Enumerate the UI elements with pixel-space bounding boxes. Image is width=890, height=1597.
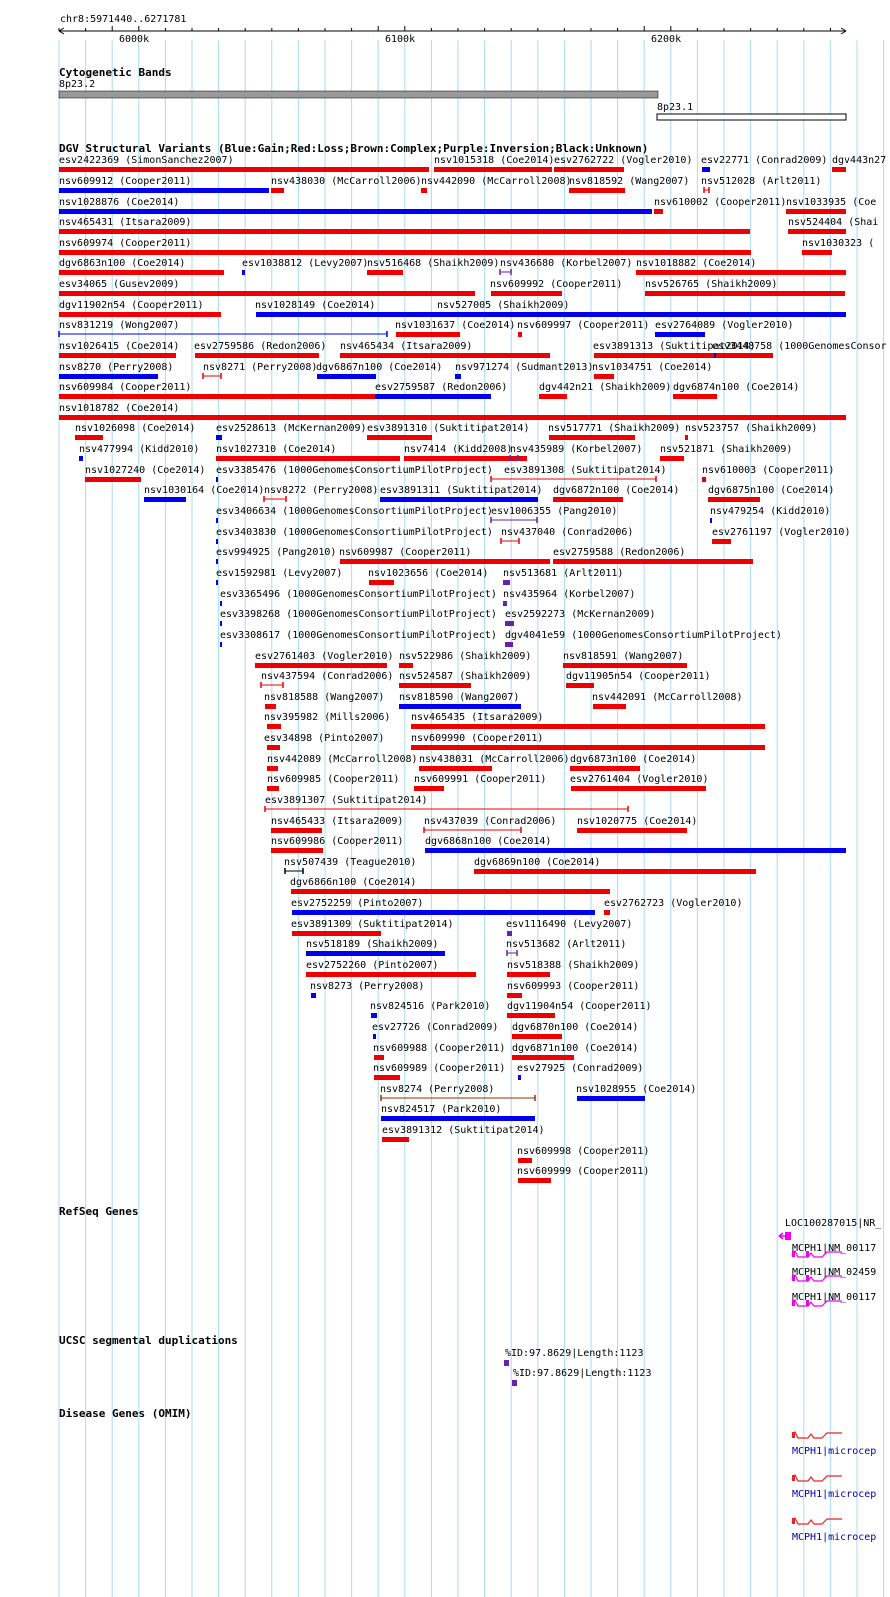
dgv-feature-label[interactable]: dgv6867n100 (Coe2014) bbox=[316, 362, 443, 373]
ruler-tick-label: 6200k bbox=[651, 34, 682, 45]
dgv-feature-label[interactable]: dgv6866n100 (Coe2014) bbox=[290, 877, 417, 888]
dgv-feature-label[interactable]: esv27726 (Conrad2009) bbox=[372, 1022, 499, 1033]
gene-label[interactable]: LOC100287015|NR_ bbox=[785, 1218, 882, 1229]
dgv-feature-label[interactable]: nsv435989 (Korbel2007) bbox=[510, 444, 643, 455]
dgv-feature-bar bbox=[399, 683, 471, 688]
dgv-feature-bar bbox=[292, 910, 595, 915]
dgv-feature-bar bbox=[563, 663, 687, 668]
dgv-feature-label[interactable]: nsv1026098 (Coe2014) bbox=[75, 423, 196, 434]
dgv-feature-bar bbox=[414, 786, 444, 791]
dgv-feature-label[interactable]: nsv436680 (Korbel2007) bbox=[500, 258, 633, 269]
dgv-feature-bar bbox=[396, 332, 460, 337]
dgv-feature-bar bbox=[292, 931, 381, 936]
dgv-feature-label[interactable]: nsv1030323 ( bbox=[802, 238, 875, 249]
dgv-feature-bar bbox=[512, 1055, 574, 1060]
dgv-feature-label[interactable]: dgv11902n54 (Cooper2011) bbox=[59, 300, 204, 311]
dgv-feature-bar bbox=[59, 209, 652, 214]
dgv-feature-bar bbox=[367, 270, 403, 275]
dgv-feature-bar bbox=[267, 786, 279, 791]
track-title-omim[interactable]: Disease Genes (OMIM) bbox=[59, 1407, 192, 1420]
dgv-feature-bar bbox=[505, 621, 514, 626]
dgv-feature-label[interactable]: nsv1027310 (Coe2014) bbox=[216, 444, 337, 455]
dgv-feature-label[interactable]: esv2762722 (Vogler2010) bbox=[554, 155, 693, 166]
dgv-feature-label[interactable]: nsv610003 (Cooper2011) bbox=[702, 465, 835, 476]
dgv-feature-label[interactable]: nsv512028 (Arlt2011) bbox=[701, 176, 822, 187]
omim-gene-structure bbox=[792, 1475, 842, 1481]
dgv-feature-bar bbox=[195, 353, 319, 358]
dgv-feature-bar bbox=[85, 477, 141, 482]
dgv-feature-bar bbox=[59, 188, 269, 193]
dgv-feature-bar bbox=[512, 1034, 562, 1039]
omim-gene-structure bbox=[792, 1518, 842, 1524]
dgv-feature-bar bbox=[59, 415, 846, 420]
dgv-feature-label[interactable]: nsv1030164 (Coe2014) bbox=[144, 485, 265, 496]
dgv-feature-label[interactable]: nsv1028149 (Coe2014) bbox=[255, 300, 376, 311]
ruler-position: chr8:5971440..6271781 bbox=[60, 14, 187, 25]
dgv-feature-bar bbox=[549, 435, 635, 440]
dgv-feature-bar bbox=[503, 601, 507, 606]
dgv-feature-label[interactable]: nsv442090 (McCarroll2008) bbox=[421, 176, 572, 187]
dgv-feature-bar bbox=[399, 704, 521, 709]
segdup-mark bbox=[512, 1380, 517, 1386]
dgv-feature-label[interactable]: nsv507439 (Teague2010) bbox=[284, 857, 417, 868]
gene-label[interactable]: MCPH1|NM_00117 bbox=[792, 1243, 877, 1254]
dgv-feature-bar bbox=[714, 353, 716, 358]
dgv-feature-bar bbox=[518, 1158, 532, 1163]
dgv-feature-bar bbox=[369, 580, 394, 585]
dgv-feature-label[interactable]: nsv609999 (Cooper2011) bbox=[517, 1166, 650, 1177]
dgv-feature-label[interactable]: esv34065 (Gusev2009) bbox=[59, 279, 180, 290]
dgv-feature-bar bbox=[59, 229, 750, 234]
dgv-feature-label[interactable]: esv2528613 (McKernan2009) bbox=[216, 423, 367, 434]
dgv-feature-label[interactable]: dgv6872n100 (Coe2014) bbox=[553, 485, 680, 496]
dgv-feature-bar bbox=[291, 889, 610, 894]
dgv-feature-label[interactable]: nsv971274 (Sudmant2013) bbox=[455, 362, 594, 373]
dgv-feature-bar bbox=[382, 1137, 409, 1142]
dgv-feature-label[interactable]: nsv435964 (Korbel2007) bbox=[503, 589, 636, 600]
dgv-feature-label[interactable]: nsv465431 (Itsara2009) bbox=[59, 217, 192, 228]
dgv-feature-bar bbox=[832, 167, 846, 172]
dgv-feature-label[interactable]: nsv8273 (Perry2008) bbox=[310, 981, 425, 992]
dgv-feature-bar bbox=[636, 270, 846, 275]
dgv-feature-label[interactable]: esv3891311 (Suktitipat2014) bbox=[380, 485, 543, 496]
dgv-feature-label[interactable]: esv994925 (Pang2010) bbox=[216, 547, 337, 558]
dgv-feature-label[interactable]: esv3308617 (1000GenomesConsortiumPilotProject) bbox=[220, 630, 497, 641]
dgv-feature-label[interactable]: esv27925 (Conrad2009) bbox=[517, 1063, 644, 1074]
dgv-feature-bar bbox=[59, 250, 751, 255]
dgv-feature-bar bbox=[371, 1013, 377, 1018]
dgv-feature-bar bbox=[507, 931, 512, 936]
segdup-mark bbox=[504, 1360, 509, 1366]
dgv-feature-bar bbox=[216, 580, 218, 585]
dgv-feature-label[interactable]: nsv609984 (Cooper2011) bbox=[59, 382, 192, 393]
dgv-feature-bar bbox=[553, 559, 753, 564]
dgv-feature-bar bbox=[381, 1116, 535, 1121]
dgv-feature-bar bbox=[437, 312, 513, 317]
dgv-feature-label[interactable]: esv2761403 (Vogler2010) bbox=[255, 651, 394, 662]
gene-label[interactable]: MCPH1|NM_02459 bbox=[792, 1267, 877, 1278]
dgv-feature-bar bbox=[491, 291, 562, 296]
dgv-feature-bar bbox=[399, 663, 413, 668]
dgv-feature-bar bbox=[267, 724, 281, 729]
dgv-feature-bar bbox=[505, 642, 513, 647]
dgv-feature-bar bbox=[685, 435, 688, 440]
dgv-feature-label[interactable]: nsv609974 (Cooper2011) bbox=[59, 238, 192, 249]
dgv-feature-bar bbox=[59, 167, 429, 172]
dgv-feature-label[interactable]: nsv437040 (Conrad2006) bbox=[501, 527, 634, 538]
track-title-refseq[interactable]: RefSeq Genes bbox=[59, 1205, 139, 1218]
dgv-feature-bar bbox=[503, 580, 510, 585]
dgv-feature-label[interactable]: nsv442091 (McCarroll2008) bbox=[592, 692, 743, 703]
dgv-feature-label[interactable]: esv2592273 (McKernan2009) bbox=[505, 609, 656, 620]
dgv-feature-bar bbox=[434, 167, 552, 172]
band-label: 8p23.1 bbox=[657, 102, 694, 113]
dgv-feature-bar bbox=[539, 394, 567, 399]
dgv-feature-label[interactable]: nsv513682 (Arlt2011) bbox=[506, 939, 627, 950]
dgv-feature-bar bbox=[518, 1178, 551, 1183]
dgv-feature-bar bbox=[474, 869, 756, 874]
dgv-feature-bar bbox=[645, 291, 845, 296]
dgv-feature-label[interactable]: nsv609991 (Cooper2011) bbox=[414, 774, 547, 785]
dgv-feature-label[interactable]: nsv818588 (Wang2007) bbox=[264, 692, 385, 703]
dgv-feature-label[interactable]: dgv6869n100 (Coe2014) bbox=[474, 857, 601, 868]
dgv-feature-bar bbox=[507, 1013, 555, 1018]
dgv-feature-bar bbox=[786, 209, 846, 214]
dgv-feature-label[interactable]: nsv524587 (Shaikh2009) bbox=[399, 671, 532, 682]
dgv-feature-bar bbox=[216, 435, 222, 440]
dgv-feature-label[interactable]: esv1006355 (Pang2010) bbox=[491, 506, 618, 517]
dgv-feature-bar bbox=[59, 374, 158, 379]
dgv-feature-label[interactable]: esv3398268 (1000GenomesConsortiumPilotProject) bbox=[220, 609, 497, 620]
dgv-feature-label[interactable]: nsv818592 (Wang2007) bbox=[569, 176, 690, 187]
dgv-feature-bar bbox=[59, 394, 375, 399]
gene-label[interactable]: MCPH1|NM_00117 bbox=[792, 1292, 877, 1303]
dgv-feature-bar bbox=[216, 456, 400, 461]
dgv-feature-label[interactable]: esv3891308 (Suktitipat2014) bbox=[504, 465, 667, 476]
dgv-feature-label[interactable]: dgv443n27 bbox=[832, 155, 887, 166]
dgv-feature-label[interactable]: esv3406634 (1000GenomesConsortiumPilotProject) bbox=[216, 506, 493, 517]
dgv-feature-bar bbox=[59, 312, 221, 317]
dgv-feature-label[interactable]: esv2759586 (Redon2006) bbox=[194, 341, 327, 352]
dgv-feature-bar bbox=[421, 188, 427, 193]
dgv-feature-bar bbox=[655, 332, 705, 337]
dgv-feature-bar bbox=[554, 167, 624, 172]
segdup-label[interactable]: %ID:97.8629|Length:1123 bbox=[513, 1368, 652, 1379]
dgv-feature-bar bbox=[340, 559, 550, 564]
dgv-feature-label[interactable]: nsv477994 (Kidd2010) bbox=[79, 444, 200, 455]
dgv-feature-bar bbox=[216, 518, 218, 523]
dgv-feature-bar bbox=[702, 477, 706, 482]
dgv-feature-bar bbox=[216, 559, 218, 564]
dgv-feature-bar bbox=[594, 353, 773, 358]
dgv-feature-bar bbox=[594, 374, 614, 379]
dgv-feature-label[interactable]: nsv442089 (McCarroll2008) bbox=[267, 754, 418, 765]
dgv-feature-label[interactable]: dgv6874n100 (Coe2014) bbox=[673, 382, 800, 393]
dgv-feature-bar bbox=[317, 374, 376, 379]
dgv-feature-label[interactable]: nsv831219 (Wong2007) bbox=[59, 320, 180, 331]
dgv-feature-label[interactable]: esv1038812 (Levy2007) bbox=[242, 258, 369, 269]
dgv-feature-label[interactable]: nsv8274 (Perry2008) bbox=[380, 1084, 495, 1095]
dgv-feature-label[interactable]: nsv437039 (Conrad2006) bbox=[424, 816, 557, 827]
dgv-feature-bar bbox=[59, 291, 475, 296]
dgv-feature-label[interactable]: esv3891307 (Suktitipat2014) bbox=[265, 795, 428, 806]
dgv-feature-bar bbox=[604, 910, 610, 915]
dgv-feature-bar bbox=[553, 497, 623, 502]
omim-gene-structure bbox=[792, 1432, 842, 1438]
dgv-feature-label[interactable]: nsv609990 (Cooper2011) bbox=[411, 733, 544, 744]
dgv-feature-bar bbox=[425, 848, 846, 853]
dgv-feature-label[interactable]: nsv518189 (Shaikh2009) bbox=[306, 939, 439, 950]
dgv-feature-label[interactable]: nsv1026415 (Coe2014) bbox=[59, 341, 180, 352]
dgv-feature-label[interactable]: nsv818591 (Wang2007) bbox=[563, 651, 684, 662]
dgv-feature-label[interactable]: nsv1028876 (Coe2014) bbox=[59, 197, 180, 208]
band-8p23-1 bbox=[657, 114, 846, 120]
dgv-feature-bar bbox=[518, 1075, 521, 1080]
dgv-feature-label[interactable]: nsv1034751 (Coe2014) bbox=[592, 362, 713, 373]
dgv-feature-label[interactable]: nsv609988 (Cooper2011) bbox=[373, 1043, 506, 1054]
ruler-tick-label: 6100k bbox=[385, 34, 416, 45]
dgv-feature-label[interactable]: esv2762723 (Vogler2010) bbox=[604, 898, 743, 909]
dgv-feature-bar bbox=[419, 766, 492, 771]
dgv-feature-label[interactable]: dgv6868n100 (Coe2014) bbox=[425, 836, 552, 847]
dgv-feature-label[interactable]: nsv1020775 (Coe2014) bbox=[577, 816, 698, 827]
dgv-feature-label[interactable]: nsv517771 (Shaikh2009) bbox=[548, 423, 681, 434]
dgv-feature-label[interactable]: nsv522986 (Shaikh2009) bbox=[399, 651, 532, 662]
dgv-feature-bar bbox=[708, 497, 760, 502]
dgv-feature-bar bbox=[220, 642, 222, 647]
dgv-feature-bar bbox=[271, 828, 322, 833]
dgv-feature-label[interactable]: nsv1031637 (Coe2014) bbox=[395, 320, 516, 331]
dgv-feature-label[interactable]: esv2759588 (Redon2006) bbox=[553, 547, 686, 558]
dgv-feature-label[interactable]: nsv465434 (Itsara2009) bbox=[340, 341, 473, 352]
dgv-feature-bar bbox=[373, 1034, 376, 1039]
dgv-feature-bar bbox=[265, 704, 276, 709]
dgv-feature-label[interactable]: nsv609997 (Cooper2011) bbox=[517, 320, 650, 331]
dgv-feature-label[interactable]: esv2764089 (Vogler2010) bbox=[655, 320, 794, 331]
dgv-feature-label[interactable]: dgv442n21 (Shaikh2009) bbox=[539, 382, 672, 393]
dgv-feature-label[interactable]: nsv8270 (Perry2008) bbox=[59, 362, 174, 373]
track-title-segdup[interactable]: UCSC segmental duplications bbox=[59, 1334, 238, 1347]
dgv-feature-label[interactable]: nsv609987 (Cooper2011) bbox=[339, 547, 472, 558]
dgv-feature-bar bbox=[59, 270, 224, 275]
dgv-feature-bar bbox=[712, 539, 731, 544]
dgv-feature-bar bbox=[518, 332, 522, 337]
dgv-feature-bar bbox=[144, 497, 186, 502]
dgv-feature-bar bbox=[577, 1096, 645, 1101]
dgv-feature-bar bbox=[375, 394, 491, 399]
dgv-feature-label[interactable]: dgv6871n100 (Coe2014) bbox=[512, 1043, 639, 1054]
ruler-tick-label: 6000k bbox=[119, 34, 150, 45]
dgv-feature-label[interactable]: esv1116490 (Levy2007) bbox=[506, 919, 633, 930]
dgv-feature-label[interactable]: nsv609989 (Cooper2011) bbox=[373, 1063, 506, 1074]
dgv-feature-bar bbox=[411, 724, 765, 729]
dgv-feature-bar bbox=[340, 353, 550, 358]
dgv-feature-label[interactable]: nsv8272 (Perry2008) bbox=[264, 485, 379, 496]
dgv-feature-label[interactable]: esv34898 (Pinto2007) bbox=[264, 733, 385, 744]
dgv-feature-label[interactable]: nsv824516 (Park2010) bbox=[370, 1001, 491, 1012]
dgv-feature-label[interactable]: nsv609912 (Cooper2011) bbox=[59, 176, 192, 187]
dgv-feature-label[interactable]: nsv609998 (Cooper2011) bbox=[517, 1146, 650, 1157]
dgv-feature-label[interactable]: esv2752259 (Pinto2007) bbox=[291, 898, 424, 909]
band-label: 8p23.2 bbox=[59, 79, 96, 90]
dgv-feature-label[interactable]: esv3448758 (1000GenomesConsor bbox=[712, 341, 887, 352]
dgv-feature-bar bbox=[571, 786, 706, 791]
dgv-feature-label[interactable]: nsv1018882 (Coe2014) bbox=[636, 258, 757, 269]
dgv-feature-label[interactable]: nsv523757 (Shaikh2009) bbox=[685, 423, 818, 434]
dgv-feature-label[interactable]: dgv6873n100 (Coe2014) bbox=[570, 754, 697, 765]
dgv-feature-label[interactable]: nsv521871 (Shaikh2009) bbox=[660, 444, 793, 455]
dgv-feature-bar bbox=[570, 766, 640, 771]
dgv-feature-bar bbox=[788, 229, 846, 234]
dgv-feature-label[interactable]: esv2759587 (Redon2006) bbox=[375, 382, 508, 393]
gene-exon bbox=[785, 1232, 791, 1240]
dgv-feature-label[interactable]: nsv465433 (Itsara2009) bbox=[271, 816, 404, 827]
dgv-feature-bar bbox=[271, 188, 284, 193]
dgv-feature-label[interactable]: nsv516468 (Shaikh2009) bbox=[367, 258, 500, 269]
dgv-feature-label[interactable]: nsv513681 (Arlt2011) bbox=[503, 568, 624, 579]
dgv-feature-bar bbox=[216, 477, 218, 482]
dgv-feature-label[interactable]: dgv6875n100 (Coe2014) bbox=[708, 485, 835, 496]
dgv-feature-bar bbox=[455, 374, 461, 379]
dgv-feature-bar bbox=[306, 972, 476, 977]
dgv-feature-label[interactable]: nsv1033935 (Coe bbox=[786, 197, 877, 208]
dgv-feature-bar bbox=[569, 188, 625, 193]
dgv-feature-bar bbox=[507, 993, 522, 998]
dgv-feature-label[interactable]: nsv438030 (McCarroll2006) bbox=[271, 176, 422, 187]
segdup-label[interactable]: %ID:97.8629|Length:1123 bbox=[505, 1348, 644, 1359]
dgv-feature-label[interactable]: nsv437594 (Conrad2006) bbox=[261, 671, 394, 682]
omim-exon bbox=[792, 1432, 795, 1438]
dgv-feature-label[interactable]: esv22771 (Conrad2009) bbox=[701, 155, 828, 166]
dgv-feature-label[interactable]: esv3403830 (1000GenomesConsortiumPilotProject) bbox=[216, 527, 493, 538]
dgv-feature-label[interactable]: dgv6870n100 (Coe2014) bbox=[512, 1022, 639, 1033]
dgv-feature-label[interactable]: nsv479254 (Kidd2010) bbox=[710, 506, 831, 517]
dgv-feature-bar bbox=[411, 745, 765, 750]
dgv-feature-bar bbox=[59, 353, 176, 358]
dgv-feature-bar bbox=[220, 621, 222, 626]
dgv-feature-label[interactable]: nsv818590 (Wang2007) bbox=[399, 692, 520, 703]
dgv-feature-label[interactable]: esv2761404 (Vogler2010) bbox=[570, 774, 709, 785]
dgv-feature-bar bbox=[660, 456, 684, 461]
dgv-feature-bar bbox=[374, 1055, 384, 1060]
dgv-feature-bar bbox=[256, 312, 846, 317]
dgv-feature-label[interactable]: dgv4041e59 (1000GenomesConsortiumPilotProject) bbox=[505, 630, 782, 641]
omim-exon bbox=[792, 1475, 795, 1481]
band-8p23-2 bbox=[59, 91, 658, 98]
dgv-feature-bar bbox=[566, 683, 594, 688]
dgv-feature-label[interactable]: nsv1028955 (Coe2014) bbox=[576, 1084, 697, 1095]
omim-gene-label[interactable]: MCPH1|microcep bbox=[792, 1446, 877, 1457]
dgv-feature-label[interactable]: nsv609985 (Cooper2011) bbox=[267, 774, 400, 785]
dgv-feature-bar bbox=[75, 435, 103, 440]
omim-exon bbox=[792, 1518, 795, 1524]
dgv-feature-label[interactable]: esv2422369 (SimonSanchez2007) bbox=[59, 155, 234, 166]
track-title-cytobands[interactable]: Cytogenetic Bands bbox=[59, 66, 172, 79]
dgv-feature-bar bbox=[404, 456, 527, 461]
dgv-feature-label[interactable]: nsv609992 (Cooper2011) bbox=[490, 279, 623, 290]
dgv-feature-bar bbox=[673, 394, 717, 399]
dgv-feature-label[interactable]: esv3891313 (Suktitipat2014) bbox=[593, 341, 756, 352]
dgv-feature-label[interactable]: nsv1023656 (Coe2014) bbox=[368, 568, 489, 579]
dgv-feature-bar bbox=[79, 456, 83, 461]
dgv-feature-label[interactable]: nsv518388 (Shaikh2009) bbox=[507, 960, 640, 971]
dgv-feature-bar bbox=[271, 848, 323, 853]
dgv-feature-bar bbox=[802, 250, 832, 255]
dgv-feature-label[interactable]: nsv395982 (Mills2006) bbox=[264, 712, 391, 723]
dgv-feature-label[interactable]: nsv524404 (Shai bbox=[788, 217, 879, 228]
dgv-feature-bar bbox=[654, 209, 663, 214]
dgv-feature-bar bbox=[267, 745, 280, 750]
dgv-feature-label[interactable]: dgv6863n100 (Coe2014) bbox=[59, 258, 186, 269]
dgv-feature-label[interactable]: esv2752260 (Pinto2007) bbox=[306, 960, 439, 971]
dgv-feature-label[interactable]: esv2761197 (Vogler2010) bbox=[712, 527, 851, 538]
dgv-feature-bar bbox=[267, 766, 278, 771]
dgv-feature-bar bbox=[593, 704, 626, 709]
dgv-feature-label[interactable]: nsv526765 (Shaikh2009) bbox=[645, 279, 778, 290]
dgv-feature-label[interactable]: esv3385476 (1000GenomesConsortiumPilotProject) bbox=[216, 465, 493, 476]
dgv-feature-label[interactable]: esv3891312 (Suktitipat2014) bbox=[382, 1125, 545, 1136]
dgv-feature-bar bbox=[216, 539, 218, 544]
dgv-feature-bar bbox=[306, 951, 445, 956]
dgv-feature-label[interactable]: dgv11905n54 (Cooper2011) bbox=[566, 671, 711, 682]
dgv-feature-bar bbox=[374, 1075, 400, 1080]
dgv-feature-label[interactable]: nsv438031 (McCarroll2006) bbox=[419, 754, 570, 765]
omim-gene-label[interactable]: MCPH1|microcep bbox=[792, 1532, 877, 1543]
dgv-feature-label[interactable]: nsv8271 (Perry2008) bbox=[203, 362, 318, 373]
omim-gene-label[interactable]: MCPH1|microcep bbox=[792, 1489, 877, 1500]
dgv-feature-bar bbox=[702, 167, 710, 172]
dgv-feature-label[interactable]: esv3891309 (Suktitipat2014) bbox=[291, 919, 454, 930]
dgv-feature-label[interactable]: esv3891310 (Suktitipat2014) bbox=[367, 423, 530, 434]
dgv-feature-label[interactable]: nsv1018782 (Coe2014) bbox=[59, 403, 180, 414]
dgv-feature-label[interactable]: nsv1015318 (Coe2014) bbox=[434, 155, 555, 166]
dgv-feature-label[interactable]: nsv7414 (Kidd2008) bbox=[404, 444, 513, 455]
dgv-feature-label[interactable]: nsv609993 (Cooper2011) bbox=[507, 981, 640, 992]
dgv-feature-label[interactable]: nsv609986 (Cooper2011) bbox=[271, 836, 404, 847]
dgv-feature-label[interactable]: esv3365496 (1000GenomesConsortiumPilotProject) bbox=[220, 589, 497, 600]
dgv-feature-label[interactable]: nsv527005 (Shaikh2009) bbox=[437, 300, 570, 311]
dgv-feature-bar bbox=[577, 828, 687, 833]
dgv-feature-bar bbox=[311, 993, 316, 998]
dgv-feature-label[interactable]: nsv1027240 (Coe2014) bbox=[85, 465, 206, 476]
dgv-feature-bar bbox=[710, 518, 712, 523]
dgv-feature-label[interactable]: nsv610002 (Cooper2011) bbox=[654, 197, 787, 208]
dgv-feature-bar bbox=[220, 601, 222, 606]
dgv-feature-bar bbox=[507, 972, 550, 977]
dgv-feature-bar bbox=[255, 663, 387, 668]
dgv-feature-bar bbox=[242, 270, 245, 275]
dgv-feature-bar bbox=[367, 435, 432, 440]
dgv-feature-label[interactable]: nsv824517 (Park2010) bbox=[381, 1104, 502, 1115]
dgv-feature-bar bbox=[380, 497, 538, 502]
dgv-feature-label[interactable]: esv1592981 (Levy2007) bbox=[216, 568, 343, 579]
track-title-dgv[interactable]: DGV Structural Variants (Blue:Gain;Red:Loss;Brown:Complex;Purple:Inversion;Black:Unknown) bbox=[59, 142, 649, 155]
dgv-feature-label[interactable]: nsv465435 (Itsara2009) bbox=[411, 712, 544, 723]
dgv-feature-label[interactable]: dgv11904n54 (Cooper2011) bbox=[507, 1001, 652, 1012]
